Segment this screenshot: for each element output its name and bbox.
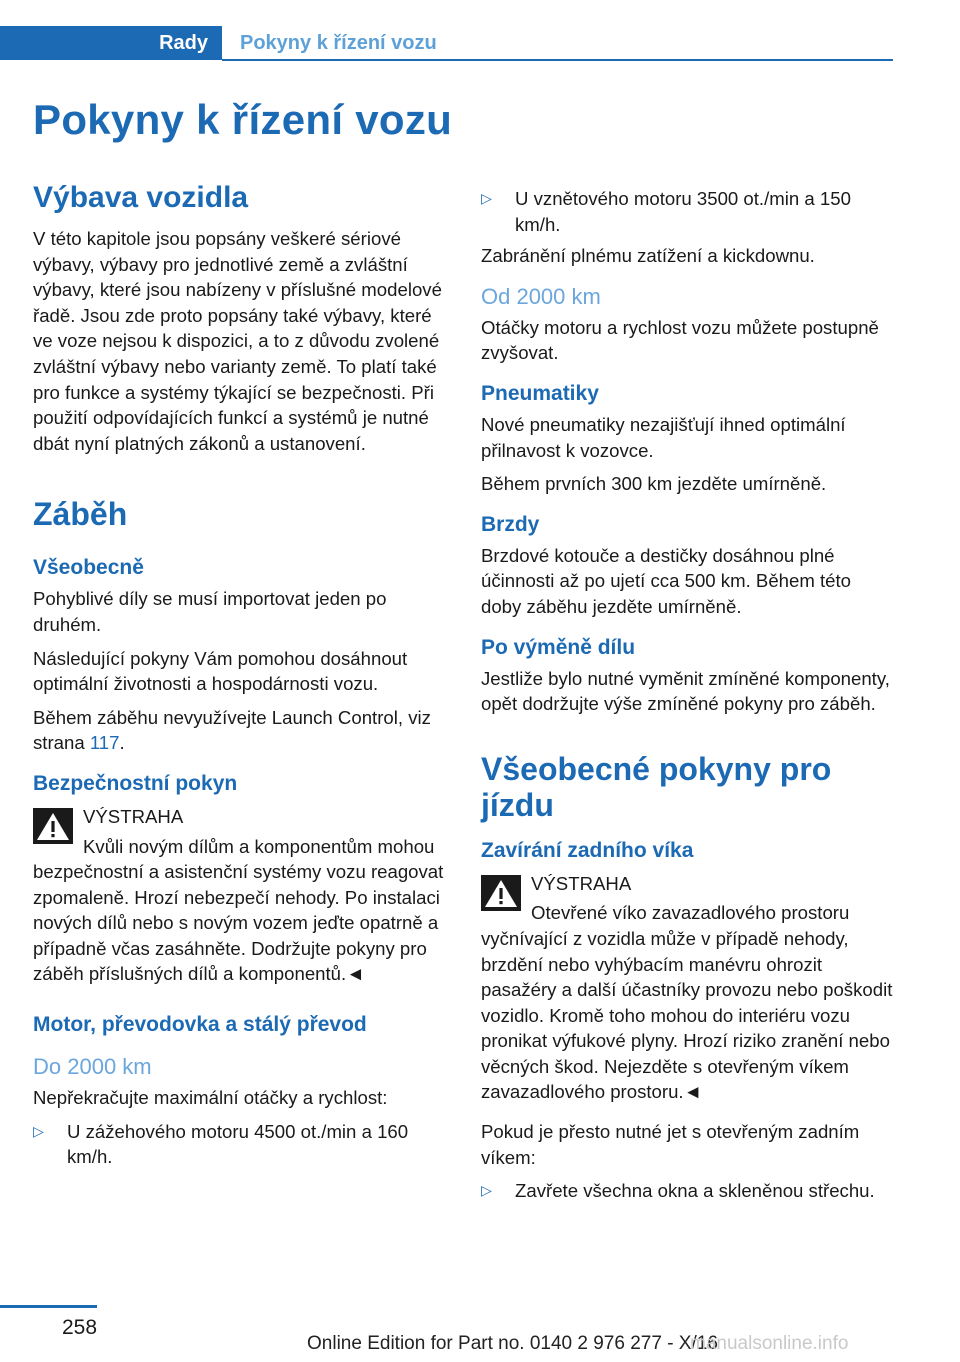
page-link-117[interactable]: 117 — [89, 732, 120, 754]
heading-jizda: Všeobecné pokyny pro jízdu — [481, 750, 832, 823]
heading-po-vymene: Po výměně dílu — [481, 635, 636, 659]
warning-triangle-icon — [481, 875, 521, 911]
heading-brzdy: Brzdy — [481, 512, 540, 536]
od-2000-text: Otáčky motoru a rychlost vozu můžete postupně zvyšovat. — [481, 316, 879, 364]
list-item-text: Zavřete všechna okna a skleněnou střechu. — [515, 1180, 875, 1202]
list-item — [33, 1119, 445, 1170]
list-item — [481, 186, 893, 237]
triangle-right-outline-icon: ▷ — [481, 190, 492, 206]
heading-motor: Motor, převodovka a stálý převod — [33, 1013, 367, 1037]
heading-vybava: Výbava vozidla — [33, 181, 249, 214]
viko-text: Pokud je přesto nutné jet s otevřeným zadním víkem: — [481, 1121, 860, 1168]
warning-box — [481, 871, 893, 1105]
edition-note: Online Edition for Part no. 0140 2 976 277 - X/16 — [307, 1333, 718, 1354]
header-divider — [222, 59, 893, 61]
right-column — [481, 186, 893, 1210]
list-item-text: U zážehového motoru 4500 ot./min a 160 km/h. — [67, 1120, 409, 1168]
warning-text: Kvůli novým dílům a komponentům mohou bezpečnostní a asistenční systémy vozu reagovat zpomaleně. Hrozí nebezpečí nehody. Po instalaci nových dílů nebo s novým vozem jeďte opatrně a případně včas zasáhněte. Dodržujte pokyny pro záběh příslušných dílů a komponentů.◄ — [33, 835, 444, 985]
watermark: manualsonline.info — [690, 1333, 849, 1354]
left-column — [33, 180, 445, 1176]
heading-od-2000: Od 2000 km — [481, 283, 601, 309]
footer-divider — [0, 1305, 97, 1308]
page-number: 258 — [62, 1316, 98, 1339]
warning-triangle-icon — [33, 808, 73, 844]
page-tab[interactable]: Pokyny k řízení vozu — [240, 32, 437, 54]
vseobecne-p2: Následující pokyny Vám pomohou dosáhnout optimální životnosti a hospodárnosti vozu. — [33, 647, 408, 695]
pneumatiky-p2: Během prvních 300 km jezděte umírněně. — [481, 473, 827, 495]
warning-label: VÝSTRAHA — [531, 872, 632, 894]
triangle-right-outline-icon: ▷ — [33, 1122, 44, 1139]
heading-zabeh: Záběh — [33, 496, 128, 533]
vseobecne-p3 — [33, 705, 445, 756]
vybava-text: V této kapitole jsou popsány veškeré sériové výbavy, výbavy pro jednotlivé země a zvláštní výbavy, které jsou nabízeny v příslušné modelové řadě. Jsou zde proto popsány také výbavy, které ve voze nejsou k dispozici, a to z důvodu zvolené zvláštní výbavy nebo varianty země. To platí také pro funkce a systémy týkající se bezpečnosti. Při použití odpovídajících funkcí a systémů je nutné dbát nyní platných zákonů a ustanovení. — [33, 228, 442, 454]
list-item-text: U vznětového motoru 3500 ot./min a 150 km/h. — [515, 188, 851, 235]
heading-zadni-viko: Zavírání zadního víka — [481, 838, 694, 862]
do-2000-text: Nepřekračujte maximální otáčky a rychlost: — [33, 1087, 388, 1109]
heading-do-2000: Do 2000 km — [33, 1054, 152, 1080]
vseobecne-p1: Pohyblivé díly se musí importovat jeden po druhém. — [33, 588, 387, 635]
vseobecne-p3-text: Během záběhu nevyužívejte Launch Control, viz strana — [33, 706, 431, 754]
page-title: Pokyny k řízení vozu — [33, 96, 453, 143]
warning-label: VÝSTRAHA — [83, 805, 184, 827]
section-tab[interactable]: Rady — [0, 26, 222, 60]
brzdy-text: Brzdové kotouče a destičky dosáhnou plné účinnosti až po ujetí cca 500 km. Během této doby záběhu jezděte umírněně. — [481, 544, 852, 617]
warning-text: Otevřené víko zavazadlového prostoru vyčnívající z vozidla může v případě nehody, brzdění nebo vyhýbacím manévru ohrozit pasažéry a další účastníky provozu nebo poškodit vozidlo. Kromě toho mohou do interiéru vozu pronikat výfukové plyny. Hrozí riziko zranění nebo věcných škod. Nejezděte s otevřeným víkem zavazadlového prostoru.◄ — [481, 902, 893, 1103]
list-item — [481, 1178, 893, 1204]
po-vymene-text: Jestliže bylo nutné vyměnit zmíněné komponenty, opět dodržujte výše zmíněné pokyny pro záběh. — [481, 667, 890, 715]
warning-box — [33, 804, 445, 987]
heading-bezpecnost: Bezpečnostní pokyn — [33, 771, 238, 795]
kickdown-text: Zabránění plnému zatížení a kickdownu. — [481, 245, 815, 267]
heading-vseobecne: Všeobecně — [33, 556, 144, 580]
vseobecne-p3-end: . — [119, 732, 125, 754]
heading-pneumatiky: Pneumatiky — [481, 381, 599, 405]
pneumatiky-p1: Nové pneumatiky nezajišťují ihned optimální přilnavost k vozovce. — [481, 413, 846, 461]
triangle-right-outline-icon: ▷ — [481, 1182, 492, 1199]
header-bar — [0, 26, 893, 60]
